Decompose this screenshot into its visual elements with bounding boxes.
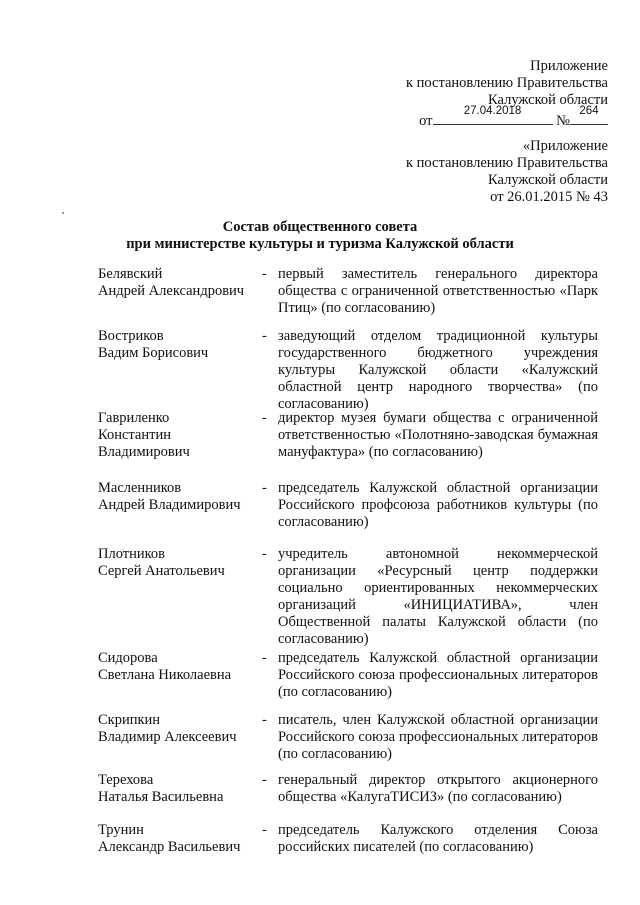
member-name-line: Скрипкин xyxy=(98,712,161,728)
member-name xyxy=(98,772,258,806)
member-name-line: Белявский xyxy=(98,266,163,282)
member-name-line: Сидорова xyxy=(98,650,158,666)
member-dash: - xyxy=(262,772,267,788)
number-value: 264 xyxy=(579,105,599,117)
from-label: от xyxy=(419,113,433,129)
member-dash: - xyxy=(262,712,267,728)
header-line: от 26.01.2015 № 43 xyxy=(490,189,608,205)
date-value: 27.04.2018 xyxy=(463,105,522,117)
date-blank xyxy=(433,105,553,125)
header-line: «Приложение xyxy=(522,138,608,154)
title-line: при министерстве культуры и туризма Калужской области xyxy=(126,236,514,252)
member-name xyxy=(98,328,258,362)
member-position: генеральный директор открытого акционерного общества «КалугаТИСИЗ» (по согласованию) xyxy=(278,772,598,805)
member-name-line: Андрей Александрович xyxy=(98,283,245,299)
member-dash: - xyxy=(262,822,267,838)
member-dash: - xyxy=(262,410,267,426)
title-line: Состав общественного совета xyxy=(222,219,418,235)
member-position: директор музея бумаги общества с ограниченной ответственностью «Полотняно-заводская бумажная мануфактура» (по согласованию) xyxy=(278,410,598,460)
member-name-line: Вадим Борисович xyxy=(98,345,209,361)
member-name-line: Плотников xyxy=(98,546,166,562)
member-dash: - xyxy=(262,266,267,282)
document-date-number xyxy=(419,105,608,130)
number-blank xyxy=(570,105,608,125)
member-name-line: Наталья Васильевна xyxy=(98,789,224,805)
member-name xyxy=(98,546,258,580)
member-name xyxy=(98,822,258,856)
member-dash: - xyxy=(262,328,267,344)
member-position: учредитель автономной некоммерческой организации «Ресурсный центр поддержки социально ориентированных некоммерческих организаций «ИНИЦИАТИВА», член Общественной палаты Калужской области (по согласованию) xyxy=(278,546,598,647)
member-position: первый заместитель генерального директора общества с ограниченной ответственностью «Парк Птиц» (по согласованию) xyxy=(278,266,598,316)
member-name-line: Владимир Алексеевич xyxy=(98,729,237,745)
number-label: № xyxy=(556,113,570,129)
member-name-line: Терехова xyxy=(98,772,154,788)
header-line: к постановлению Правительства xyxy=(406,155,608,171)
member-name-line: Андрей Владимирович xyxy=(98,497,241,513)
member-dash: - xyxy=(262,650,267,666)
member-name-line: Сергей Анатольевич xyxy=(98,563,225,579)
member-position: заведующий отделом традиционной культуры государственного бюджетного учреждения культуры Калужской области «Калужский областной центр народного творчества» (по согласованию) xyxy=(278,328,598,412)
header-line: Приложение xyxy=(530,58,608,74)
member-name xyxy=(98,266,258,300)
member-name-line: Востриков xyxy=(98,328,164,344)
member-position: председатель Калужского отделения Союза российских писателей (по согласованию) xyxy=(278,822,598,855)
member-name xyxy=(98,410,258,461)
member-name-line: Масленников xyxy=(98,480,182,496)
member-dash: - xyxy=(262,480,267,496)
document-title xyxy=(0,219,640,253)
member-name-line: Светлана Николаевна xyxy=(98,667,232,683)
original-header xyxy=(406,138,608,206)
header-line: Калужской области xyxy=(488,92,608,108)
member-position: председатель Калужской областной организации Российского профсоюза работников культуры (по согласованию) xyxy=(278,480,598,530)
member-name xyxy=(98,712,258,746)
member-name-line: Александр Васильевич xyxy=(98,839,241,855)
approval-header xyxy=(406,58,608,130)
member-name-line: Гавриленко xyxy=(98,410,170,426)
member-name-line: Трунин xyxy=(98,822,144,838)
scan-speck xyxy=(62,212,64,214)
member-position: писатель, член Калужской областной организации Российского союза профессиональных литераторов (по согласованию) xyxy=(278,712,598,762)
member-name xyxy=(98,480,258,514)
member-name-line: Константин xyxy=(98,427,171,443)
member-name xyxy=(98,650,258,684)
member-dash: - xyxy=(262,546,267,562)
header-line: к постановлению Правительства xyxy=(406,75,608,91)
member-position: председатель Калужской областной организации Российского союза профессиональных литераторов (по согласованию) xyxy=(278,650,598,700)
header-line: Калужской области xyxy=(488,172,608,188)
member-name-line: Владимирович xyxy=(98,444,190,460)
